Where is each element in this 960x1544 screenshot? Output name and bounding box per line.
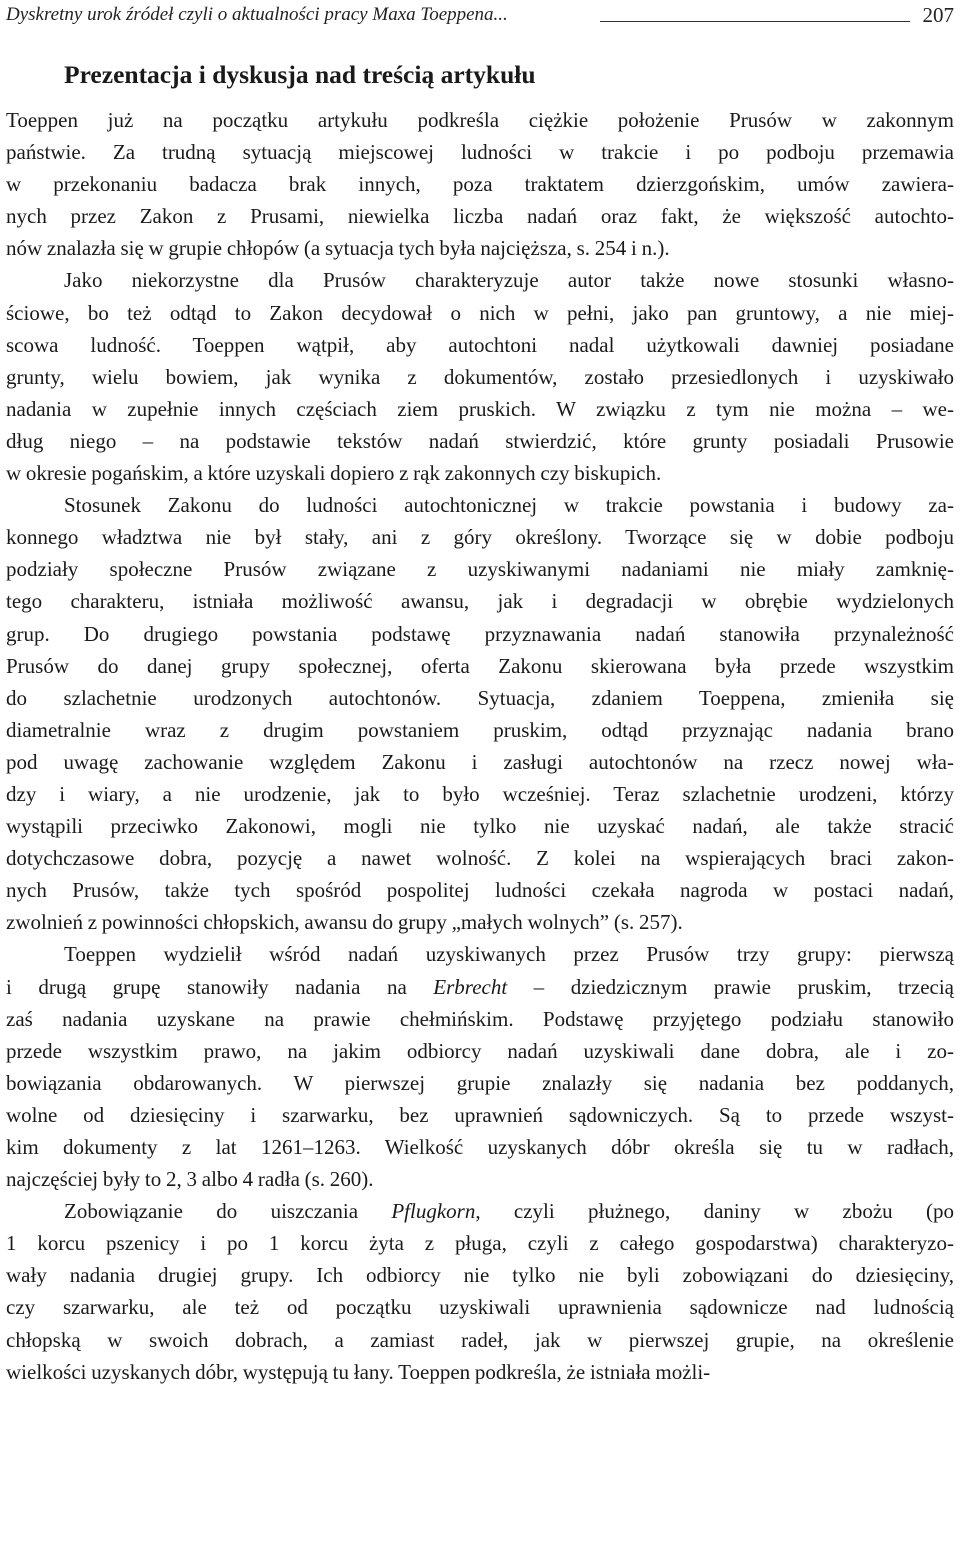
text-line: nych Prusów, także tych spośród pospolitej ludności czekała nagroda w postaci nadań, (6, 878, 954, 903)
text-line: pod uwagę zachowanie względem Zakonu i zasługi autochtonów na rzecz nowej wła- (6, 749, 954, 774)
running-header (6, 2, 954, 32)
text-line: i drugą grupę stanowiły nadania na Erbrecht – dziedzicznym prawie pruskim, trzecią (6, 974, 954, 999)
paragraph (6, 489, 954, 938)
text-line: Toeppen już na początku artykułu podkreśla ciężkie położenie Prusów w zakonnym (6, 108, 954, 132)
text-line: wały nadania drugiej grupy. Ich odbiorcy nie tylko nie byli zobowiązani do dziesięciny, (6, 1263, 954, 1288)
text-line: wielkości uzyskanych dóbr, występują tu łany. Toeppen podkreśla, że istniała możli- (6, 1359, 711, 1384)
text-line: podziały społeczne Prusów związane z uzyskiwanymi nadaniami nie miały zamknię- (6, 557, 954, 582)
text-line: zaś nadania uzyskane na prawie chełmińskim. Podstawę przyjętego podziału stanowiło (6, 1006, 954, 1031)
text-line: zwolnień z powinności chłopskich, awansu do grupy „małych wolnych” (s. 257). (6, 910, 683, 935)
page-number: 207 (922, 3, 954, 27)
text-line: grunty, wielu bowiem, jak wynika z dokumentów, zostało przesiedlonych i uzyskiwało (6, 364, 954, 389)
text-line: chłopską w swoich dobrach, a zamiast radeł, jak w pierwszej grupie, na określenie (6, 1327, 954, 1352)
text-line: scowa ludność. Toeppen wątpił, aby autochtoni nadal użytkowali dawniej posiadane (6, 332, 954, 357)
text-line: czy szarwarku, ale też od początku uzyskiwali uprawnienia sądownicze nad ludnością (6, 1295, 954, 1320)
text-line: nadania w zupełnie innych częściach ziem pruskich. W związku z tym nie można – we- (6, 396, 954, 421)
text-line: do szlachetnie urodzonych autochtonów. Sytuacja, zdaniem Toeppena, zmieniła się (6, 685, 954, 710)
paragraph (6, 938, 954, 1195)
text-line: Stosunek Zakonu do ludności autochtonicznej w trakcie powstania i budowy za- (64, 493, 954, 518)
text-line: Jako niekorzystne dla Prusów charakteryzuje autor także nowe stosunki własno- (64, 268, 954, 293)
text-line: przede wszystkim prawo, na jakim odbiorcy nadań uzyskiwali dane dobra, ale i zo- (6, 1038, 954, 1063)
text-line: bowiązania obdarowanych. W pierwszej grupie znalazły się nadania bez poddanych, (6, 1070, 954, 1095)
text-line: Zobowiązanie do uiszczania Pflugkorn, czyli płużnego, daniny w zbożu (po (64, 1199, 954, 1224)
emphasis-term: Pflugkorn (391, 1199, 476, 1224)
header-rule (600, 21, 910, 22)
text-line: Prusów do danej grupy społecznej, oferta Zakonu skierowana była przede wszystkim (6, 653, 954, 678)
text-line: Toeppen wydzielił wśród nadań uzyskiwanych przez Prusów trzy grupy: pierwszą (64, 942, 954, 967)
text-line: dług niego – na podstawie tekstów nadań stwierdzić, które grunty posiadali Prusowie (6, 428, 954, 453)
text-line: nów znalazła się w grupie chłopów (a sytuacja tych była najcięższa, s. 254 i n.). (6, 236, 670, 261)
text-line: nych przez Zakon z Prusami, niewielka liczba nadań oraz fakt, że większość autochto- (6, 204, 954, 229)
text-line: dotychczasowe dobra, pozycję a nawet wolność. Z kolei na wspierających braci zakon- (6, 846, 954, 871)
book-page (6, 0, 954, 1388)
text-line: w okresie pogańskim, a które uzyskali dopiero z rąk zakonnych czy biskupich. (6, 461, 662, 486)
text-line: państwie. Za trudną sytuacją miejscowej ludności w trakcie i po podboju przemawia (6, 140, 954, 165)
text-line: dzy i wiary, a nie urodzenie, jak to było wcześniej. Teraz szlachetnie urodzeni, którzy (6, 781, 954, 806)
text-line: tego charakteru, istniała możliwość awansu, jak i degradacji w obrębie wydzielonych (6, 589, 954, 614)
emphasis-term: Erbrecht (433, 974, 508, 999)
body-text (6, 104, 954, 1388)
paragraph (6, 1195, 954, 1388)
text-line: 1 korcu pszenicy i po 1 korcu żyta z pługa, czyli z całego gospodarstwa) charakteryzo- (6, 1231, 954, 1256)
text-line: diametralnie wraz z drugim powstaniem pruskim, odtąd przyznając nadania brano (6, 717, 954, 742)
section-heading: Prezentacja i dyskusja nad treścią artykułu (64, 60, 536, 89)
paragraph (6, 264, 954, 489)
text-line: konnego władztwa nie był stały, ani z góry określony. Tworzące się w dobie podboju (6, 525, 954, 550)
text-line: najczęściej były to 2, 3 albo 4 radła (s. 260). (6, 1167, 374, 1192)
paragraph (6, 104, 954, 264)
text-line: grup. Do drugiego powstania podstawę przyznawania nadań stanowiła przynależność (6, 621, 954, 646)
text-line: w przekonaniu badacza brak innych, poza traktatem dzierzgońskim, umów zawiera- (6, 172, 954, 197)
text-line: wystąpili przeciwko Zakonowi, mogli nie tylko nie uzyskać nadań, ale także stracić (6, 814, 954, 839)
text-line: kim dokumenty z lat 1261–1263. Wielkość uzyskanych dóbr określa się tu w radłach, (6, 1135, 954, 1159)
text-line: ściowe, bo też odtąd to Zakon decydował o nich w pełni, jako pan gruntowy, a nie miej- (6, 300, 954, 325)
running-title: Dyskretny urok źródeł czyli o aktualności pracy Maxa Toeppena... (6, 4, 508, 25)
text-line: wolne od dziesięciny i szarwarku, bez uprawnień sądowniczych. Są to przede wszyst- (6, 1102, 954, 1127)
